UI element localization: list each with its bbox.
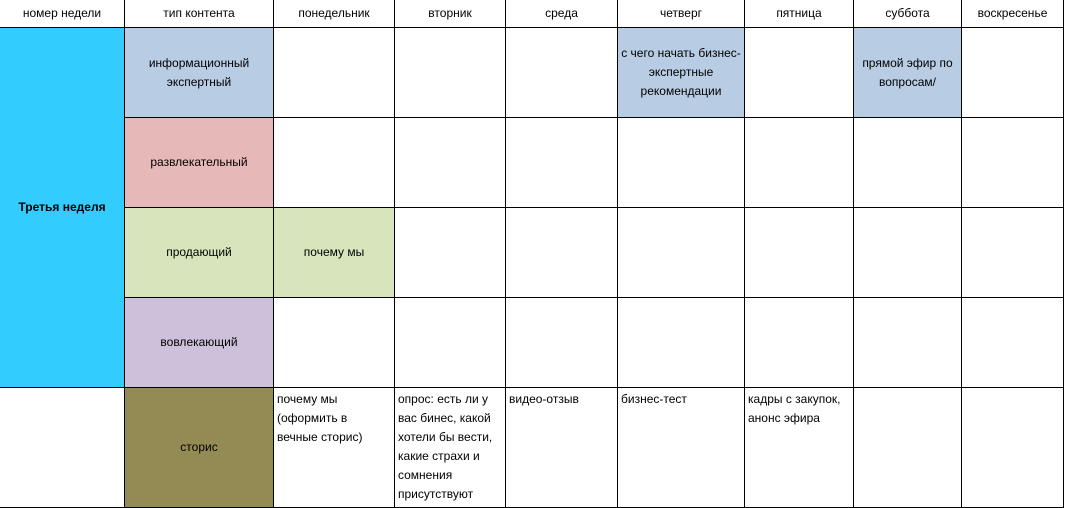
content-type-selling[interactable]: продающий: [125, 208, 274, 298]
cell-engage-tue[interactable]: [395, 298, 506, 388]
header-content-type[interactable]: тип контента: [125, 0, 274, 28]
cell-entertain-tue[interactable]: [395, 118, 506, 208]
header-saturday[interactable]: суббота: [854, 0, 962, 28]
cell-sell-thu[interactable]: [618, 208, 745, 298]
header-wednesday[interactable]: среда: [506, 0, 618, 28]
cell-info-sun[interactable]: [962, 28, 1064, 118]
cell-engage-mon[interactable]: [274, 298, 395, 388]
cell-entertain-sat[interactable]: [854, 118, 962, 208]
cell-engage-sun[interactable]: [962, 298, 1064, 388]
cell-entertain-thu[interactable]: [618, 118, 745, 208]
cell-info-mon[interactable]: [274, 28, 395, 118]
cell-sell-mon[interactable]: почему мы: [274, 208, 395, 298]
cell-sell-wed[interactable]: [506, 208, 618, 298]
cell-engage-fri[interactable]: [745, 298, 854, 388]
cell-stories-tue[interactable]: опрос: есть ли у вас бинес, какой хотели бы вести, какие страхи и сомнения присутствуют: [395, 388, 506, 508]
cell-info-thu[interactable]: с чего начать бизнес- экспертные рекомендации: [618, 28, 745, 118]
header-monday[interactable]: понедельник: [274, 0, 395, 28]
cell-entertain-wed[interactable]: [506, 118, 618, 208]
cell-info-sat[interactable]: прямой эфир по вопросам/: [854, 28, 962, 118]
content-type-informational[interactable]: информационный экспертный: [125, 28, 274, 118]
week-label-cell[interactable]: Третья неделя: [0, 28, 125, 388]
cell-entertain-mon[interactable]: [274, 118, 395, 208]
header-thursday[interactable]: четверг: [618, 0, 745, 28]
cell-stories-mon[interactable]: почему мы (оформить в вечные сторис): [274, 388, 395, 508]
cell-sell-fri[interactable]: [745, 208, 854, 298]
content-type-engaging[interactable]: вовлекающий: [125, 298, 274, 388]
cell-stories-thu[interactable]: бизнес-тест: [618, 388, 745, 508]
header-friday[interactable]: пятница: [745, 0, 854, 28]
cell-info-wed[interactable]: [506, 28, 618, 118]
cell-info-fri[interactable]: [745, 28, 854, 118]
header-week-number[interactable]: номер недели: [0, 0, 125, 28]
cell-sell-sat[interactable]: [854, 208, 962, 298]
cell-stories-sun[interactable]: [962, 388, 1064, 508]
header-tuesday[interactable]: вторник: [395, 0, 506, 28]
cell-stories-week[interactable]: [0, 388, 125, 508]
cell-stories-wed[interactable]: видео-отзыв: [506, 388, 618, 508]
cell-engage-wed[interactable]: [506, 298, 618, 388]
cell-stories-fri[interactable]: кадры с закупок, анонс эфира: [745, 388, 854, 508]
cell-entertain-sun[interactable]: [962, 118, 1064, 208]
cell-entertain-fri[interactable]: [745, 118, 854, 208]
cell-engage-thu[interactable]: [618, 298, 745, 388]
cell-sell-sun[interactable]: [962, 208, 1064, 298]
header-sunday[interactable]: воскресенье: [962, 0, 1064, 28]
content-type-entertaining[interactable]: развлекательный: [125, 118, 274, 208]
content-type-stories[interactable]: сторис: [125, 388, 274, 508]
cell-sell-tue[interactable]: [395, 208, 506, 298]
cell-engage-sat[interactable]: [854, 298, 962, 388]
cell-info-tue[interactable]: [395, 28, 506, 118]
cell-stories-sat[interactable]: [854, 388, 962, 508]
